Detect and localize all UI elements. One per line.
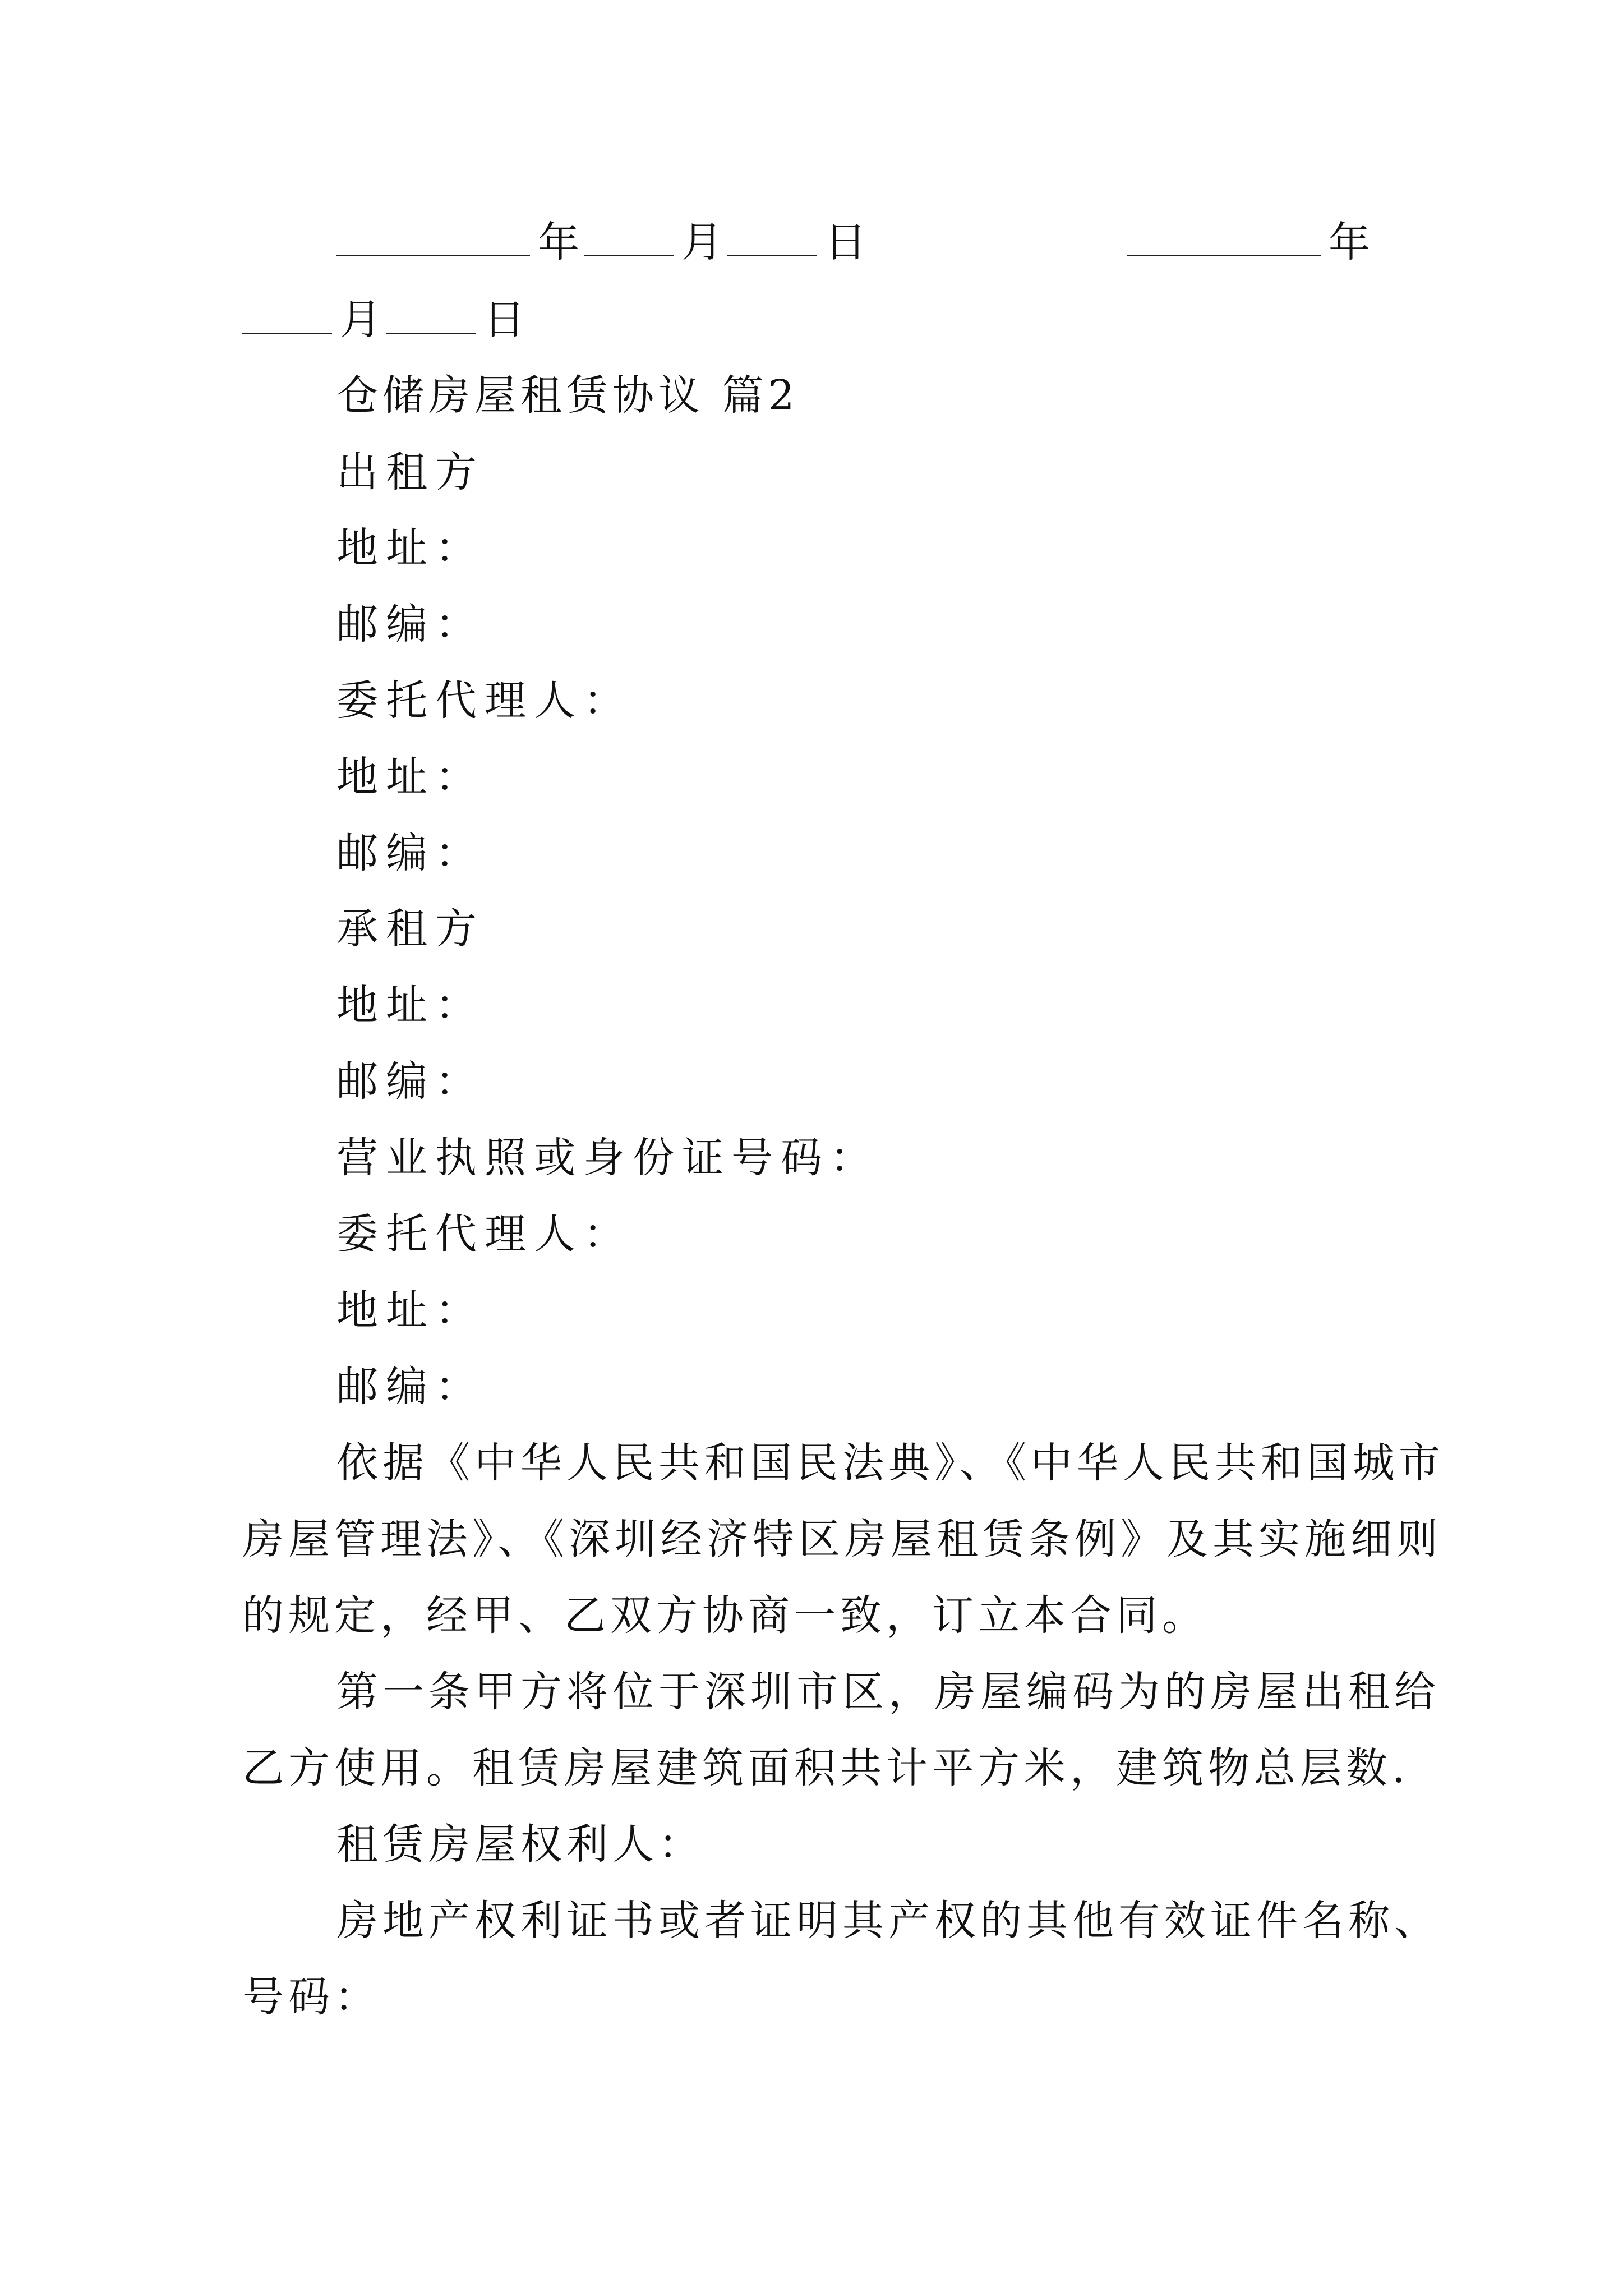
preamble-line-2: 房屋管理法》、《深圳经济特区房屋租赁条例》及其实施细则 [242,1515,1442,1563]
lessor-agent-postcode: 邮编： [336,829,485,877]
preamble-line-1: 依据《中华人民共和国民法典》、《中华人民共和国城市 [336,1439,1445,1487]
lessee-license: 营业执照或身份证号码： [336,1134,879,1182]
day-label: 日 [825,218,871,266]
lessee-agent: 委托代理人： [336,1210,633,1258]
year-label: 年 [538,218,584,266]
signature-date-left [336,218,871,266]
lessor-agent: 委托代理人： [336,677,633,725]
month-blank[interactable] [242,300,332,334]
month-label: 月 [681,218,727,266]
month-blank[interactable] [584,223,674,256]
lessor-heading: 出租方 [336,448,485,496]
preamble-line-3: 的规定，经甲、乙双方协商一致，订立本合同。 [242,1591,1208,1640]
article-1-line-2: 乙方使用。租赁房屋建筑面积共计平方米，建筑物总层数. [242,1744,1410,1792]
rights-holder: 租赁房屋权利人： [336,1820,704,1869]
year-blank[interactable] [1127,223,1321,256]
year-label: 年 [1329,218,1375,266]
month-label: 月 [340,296,386,344]
lessor-postcode: 邮编： [336,600,485,648]
signature-date-right-month-day [242,296,529,344]
certificate-line-1: 房地产权利证书或者证明其产权的其他有效证件名称、 [336,1897,1440,1945]
lessee-address: 地址： [336,981,485,1029]
year-blank[interactable] [336,223,530,256]
lessor-agent-address: 地址： [336,753,485,801]
lessee-postcode: 邮编： [336,1057,485,1106]
article-1-line-1: 第一条甲方将位于深圳市区，房屋编码为的房屋出租给 [336,1668,1440,1716]
day-label: 日 [483,296,529,344]
lessee-agent-postcode: 邮编： [336,1363,485,1411]
document-title: 仓储房屋租赁协议 篇2 [336,371,799,420]
day-blank[interactable] [727,223,817,256]
day-blank[interactable] [386,300,476,334]
signature-date-right-year [1127,218,1375,266]
certificate-line-2: 号码： [242,1973,380,2021]
lessee-agent-address: 地址： [336,1286,485,1335]
lessee-heading: 承租方 [336,905,485,953]
lessor-address: 地址： [336,524,485,572]
